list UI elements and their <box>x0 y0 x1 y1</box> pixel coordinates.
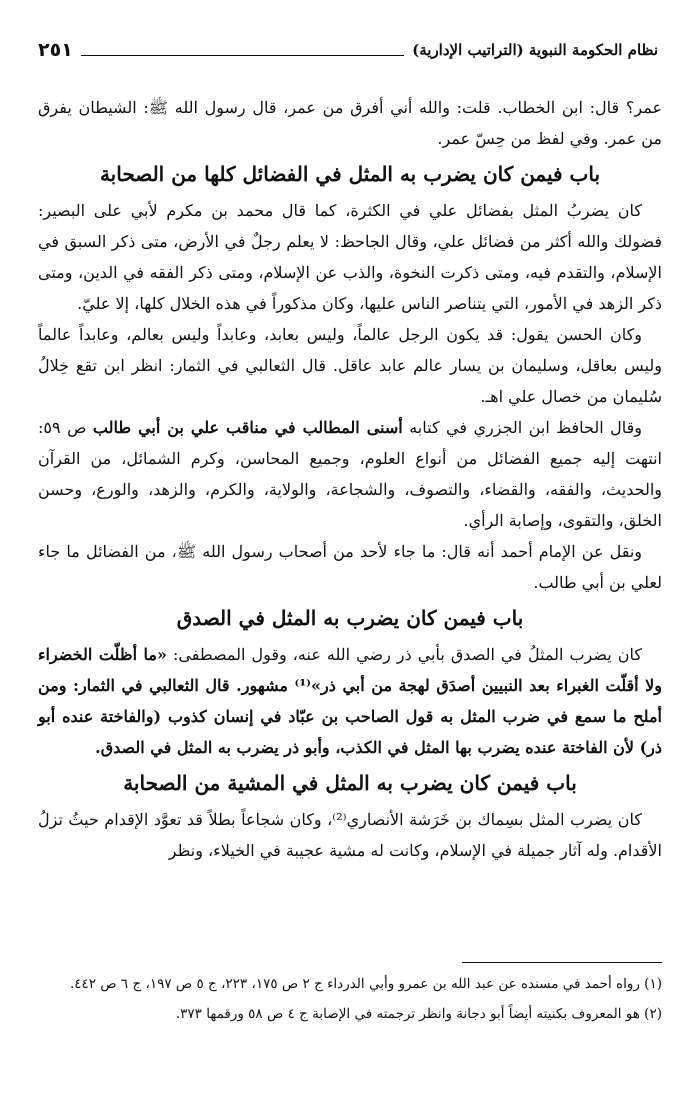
paragraph-intro: عمر؟ قال: ابن الخطاب. قلت: والله أني أفرق من عمر، قال رسول الله ﷺ: الشيطان يفرق من عمر. وفي لفظ من حِسّ عمر. <box>38 98 662 148</box>
paragraph-virtues-2: وكان الحسن يقول: قد يكون الرجل عالماً، وليس بعابد، وعابداً وليس بعالم، وعابداً عالماً وليس بعاقل، وسليمان بن يسار عالم عابد عاقل. قال الثعالبي في الثمار: انظر ابن تقع خِلالُ سُليمان من خصال علي اهـ. <box>38 325 662 406</box>
text-run: كان يضرب المثلُ في الصدق بأبي ذر رضي الله عنه، وقول المصطفى: <box>167 645 642 664</box>
section-heading-virtues: باب فيمن كان يضرب به المثل في الفضائل كلها من الصحابة <box>99 162 601 186</box>
hadith-quote: «ما أظلّت الخضراء ولا أقلّت الغبراء بعد النبيين أصدَق لهجة من أبي ذر»⁽¹⁾ مشهور. قال الثعالبي في الثمار: ومن أملح ما سمع في ضرب المثل به قول الصاحب بن عبّاد في إنسان كذوب (والفاختة عنده أبو ذر) لأن الفاختة عنده يضرب بها المثل في الكذب، وأبو ذر يضرب به المثل في الصدق. <box>38 645 663 757</box>
paragraph-virtues-3 <box>38 412 662 536</box>
text-run: ص ٥٩: انتهت إليه جميع الفضائل من أنواع العلوم، وجميع المحاسن، وكرم الشمائل، من القرآن والحديث، والفقه، والقضاء، والتصوف، والشجاعة، والولاية، والكرم، والزهد، والورع، وحسن الخلق، والتقوى، وإصابة الرأي. <box>38 418 662 530</box>
running-title: نظام الحكومة النبوية (التراتيب الإدارية) <box>412 41 658 59</box>
paragraph-virtues-1: كان يضربُ المثل بفضائل علي في الكثرة، كما قال محمد بن مكرم لأبي على البصير: فضولك والله أكثر من فضائل علي، وقال الجاحظ: لا يعلم رجلٌ في الأرض، متى ذكر السبق في الإسلام، والتقدم فيه، ومتى ذكرت النخوة، والذب عن الإسلام، ومتى ذكر الفقه في الدين، ومتى ذكر الزهد في الأمور، التي يتناصر الناس عليها، وكان مذكوراً في هذه الخلال كلها، إلا عليّ. <box>38 201 662 313</box>
footnote-2: (٢) هو المعروف بكنيته أيضاً أبو دجانة وانظر ترجمته في الإصابة ج ٤ ص ٥٨ ورقمها ٣٧٣. <box>175 1006 662 1022</box>
section-heading-truthfulness: باب فيمن كان يضرب به المثل في الصدق <box>176 606 524 630</box>
paragraph-virtues-4: ونقل عن الإمام أحمد أنه قال: ما جاء لأحد من أصحاب رسول الله ﷺ، من الفضائل ما جاء لعلي بن أبي طالب. <box>38 542 662 592</box>
page-header <box>38 36 658 64</box>
paragraph-gait: كان يضرب المثل بسِماك بن خَرَشة الأنصاري⁽²⁾، وكان شجاعاً بطلاً قد تعوَّد الإقدام حيثُ تزلُ الأقدام. وله آثار جميلة في الإسلام، وكانت له مشية عجيبة في الخيلاء، ونظر <box>38 810 662 860</box>
page-number: ٢٥١ <box>38 39 73 61</box>
paragraph-truthfulness <box>38 639 662 763</box>
page-body <box>38 92 662 866</box>
footnotes <box>38 962 662 1033</box>
book-title: أسنى المطالب في مناقب علي بن أبي طالب <box>92 418 403 437</box>
section-heading-gait: باب فيمن كان يضرب به المثل في المشية من الصحابة <box>123 771 577 795</box>
footnote-1: (١) رواه أحمد في مسنده عن عبد الله بن عمرو وأبي الدرداء ج ٢ ص ١٧٥، ٢٢٣، ج ٥ ص ١٩٧، ج ٦ ص ٤٤٢. <box>69 976 662 992</box>
text-run: وقال الحافظ ابن الجزري في كتابه <box>402 418 643 437</box>
footnote-rule <box>462 962 662 963</box>
header-rule <box>81 45 404 56</box>
